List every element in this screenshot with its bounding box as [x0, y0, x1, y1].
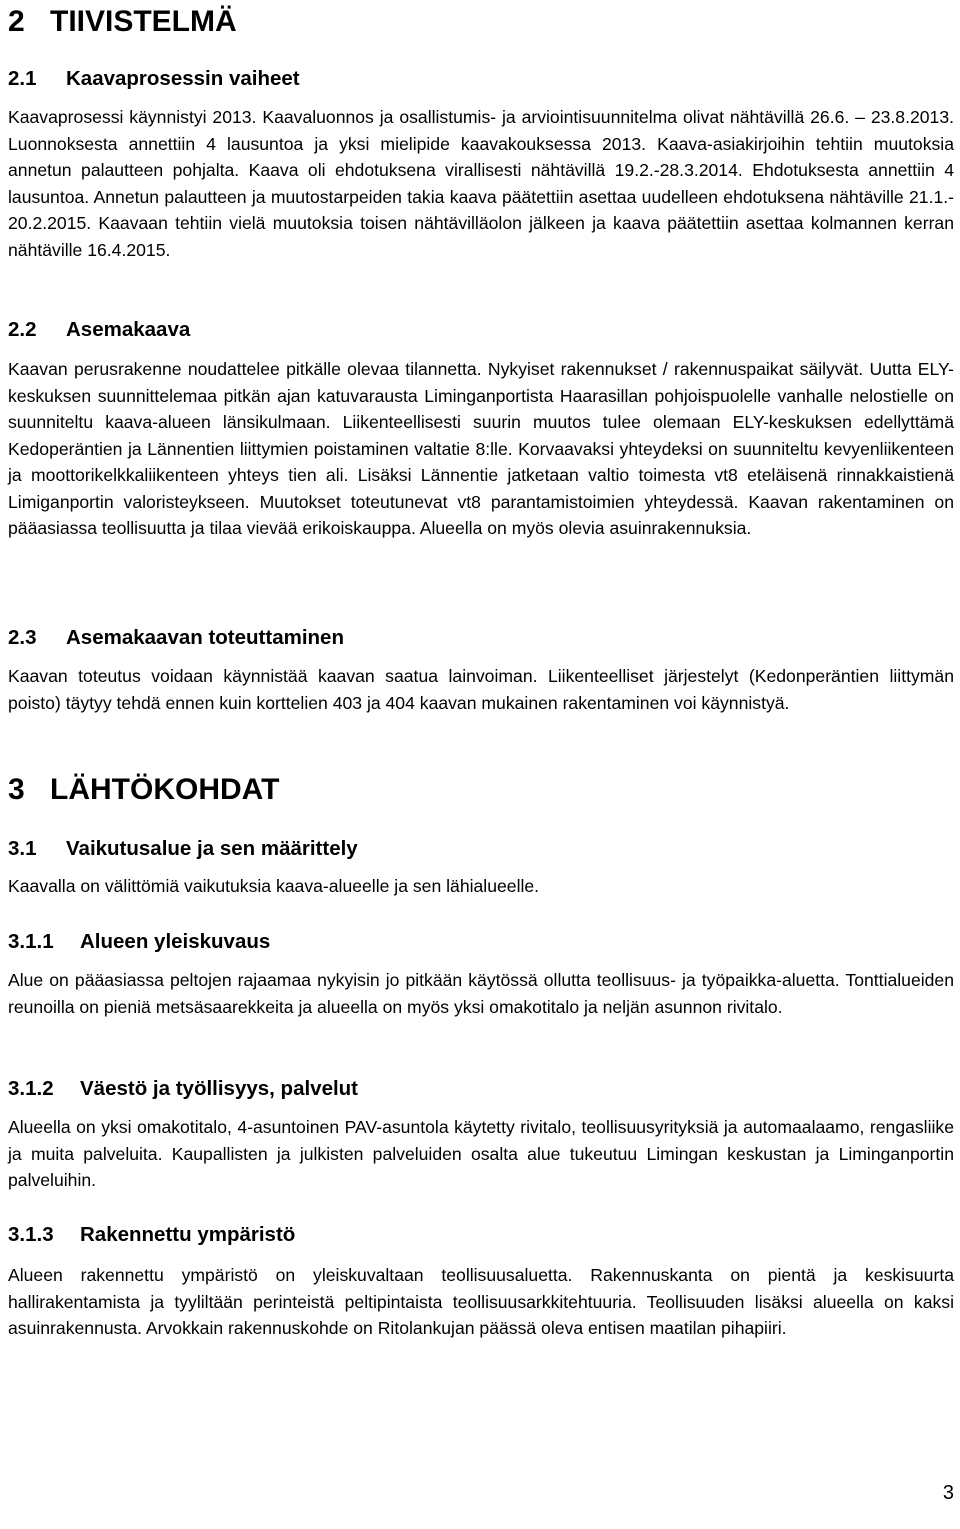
section-number: 3.1.1 — [8, 930, 54, 953]
section-title: Alueen yleiskuvaus — [80, 930, 271, 953]
section-number: 3.1 — [8, 837, 37, 860]
paragraph: Kaavaprosessi käynnistyi 2013. Kaavaluonnos ja osallistumis- ja arviointisuunnitelma olivat nähtävillä 26.6. – 23.8.2013. Luonnoksesta annettiin 4 lausuntoa ja yksi mielipide kaavakouksessa 2013. Kaava-asiakirjoihin tehtiin muutoksia annetun palautteen pohjalta. Kaava oli ehdotuksena virallisesti nähtävillä 19.2.-28.3.2014. Ehdotuksesta annettiin 4 lausuntoa. Annetun palautteen ja muutostarpeiden takia kaava päätettiin asettaa uudelleen ehdotuksena nähtäville 21.1.- 20.2.2015. Kaavaan tehtiin vielä muutoksia toisen nähtävilläolon jälkeen ja kaava päätettiin asettaa kolmannen kerran nähtäville 16.4.2015. — [8, 107, 954, 260]
section-2-2-body — [8, 356, 954, 542]
section-number: 2.3 — [8, 626, 37, 649]
section-title: Väestö ja työllisyys, palvelut — [80, 1077, 359, 1100]
chapter-title: TIIVISTELMÄ — [50, 5, 237, 38]
section-number: 3.1.2 — [8, 1077, 54, 1100]
section-3-1-body — [8, 873, 954, 900]
section-title: Vaikutusalue ja sen määrittely — [66, 837, 358, 860]
paragraph: Kaavalla on välittömiä vaikutuksia kaava-alueelle ja sen lähialueelle. — [8, 876, 540, 896]
section-3-1-3-heading — [8, 1221, 954, 1249]
paragraph: Alueen rakennettu ympäristö on yleiskuvaltaan teollisuusaluetta. Rakennuskanta on pientä ja keskisuurta hallirakentamista ja tyyliltään perinteistä peltipintaista teollisuusarkkitehtuuria. Teollisuuden lisäksi alueella on kaksi asuinrakennusta. Arvokkain rakennuskohde on Ritolankujan päässä oleva entisen maatilan pihapiiri. — [8, 1265, 954, 1338]
section-number: 2.2 — [8, 318, 37, 341]
paragraph: Alue on pääasiassa peltojen rajaamaa nykyisin jo pitkään käytössä ollutta teollisuus- ja työpaikka-aluetta. Tonttialueiden reunoilla on pieniä metsäsaarekkeita ja alueella on myös yksi omakotitalo ja neljän asunnon rivitalo. — [8, 970, 954, 1017]
paragraph: Kaavan toteutus voidaan käynnistää kaavan saatua lainvoiman. Liikenteelliset järjestelyt (Kedonperäntien liittymän poisto) täytyy tehdä ennen kuin korttelien 403 ja 404 kaavan mukainen rakentaminen voi käynnistyä. — [8, 666, 954, 713]
chapter-number: 2 — [8, 5, 25, 38]
section-2-3-body — [8, 663, 954, 716]
section-title: Kaavaprosessin vaiheet — [66, 67, 300, 90]
section-title: Rakennettu ympäristö — [80, 1223, 296, 1246]
section-3-1-2-heading — [8, 1075, 954, 1103]
paragraph: Kaavan perusrakenne noudattelee pitkälle olevaa tilannetta. Nykyiset rakennukset / rakennuspaikat säilyvät. Uutta ELY-keskuksen suunnittelemaa pitkän ajan katuvarausta Liminganportista Haarasillan pohjoispuolelle vanhalle nelostielle on suunniteltu kaava-alueen länsikulmaan. Liikenteellisesti suurin muutos tulee olemaan ELY-keskuksen edellyttämä Kedoperäntien ja Lännentien liittymien poistaminen valtatie 8:lle. Korvaavaksi yhteydeksi on suunniteltu kevyenliikenteen ja moottorikelkkaliikenteen yhteys tien ali. Lisäksi Lännentie jatketaan valtio toimesta vt8 eteläisenä rinnakkaistienä Limiganportin valoristeykseen. Muutokset toteutunevat vt8 parantamistoimien yhteydessä. Kaavan rakentaminen on pääasiassa teollisuutta ja tilaa vievää erikoiskauppa. Alueella on myös olevia asuinrakennuksia. — [8, 359, 954, 538]
section-3-1-3-body — [8, 1262, 954, 1342]
section-title: Asemakaavan toteuttaminen — [66, 626, 344, 649]
section-number: 3.1.3 — [8, 1223, 54, 1246]
chapter-title: LÄHTÖKOHDAT — [50, 773, 280, 806]
section-2-1-heading — [8, 65, 954, 93]
section-2-2-heading — [8, 316, 954, 344]
section-2-1-body — [8, 104, 954, 263]
chapter-2-heading — [8, 2, 954, 42]
page-number: 3 — [942, 1482, 954, 1504]
chapter-number: 3 — [8, 773, 25, 806]
section-number: 2.1 — [8, 67, 37, 90]
chapter-3-heading — [8, 770, 954, 810]
section-3-1-1-body — [8, 967, 954, 1020]
section-3-1-2-body — [8, 1114, 954, 1194]
section-3-1-1-heading — [8, 928, 954, 956]
section-title: Asemakaava — [66, 318, 191, 341]
paragraph: Alueella on yksi omakotitalo, 4-asuntoinen PAV-asuntola käytetty rivitalo, teollisuusyrityksiä ja automaalaamo, rengasliike ja muita palveluita. Kaupallisten ja julkisten palveluiden osalta alue tukeutuu Limingan keskustan ja Liminganportin palveluihin. — [8, 1117, 954, 1190]
section-3-1-heading — [8, 835, 954, 863]
section-2-3-heading — [8, 624, 954, 652]
